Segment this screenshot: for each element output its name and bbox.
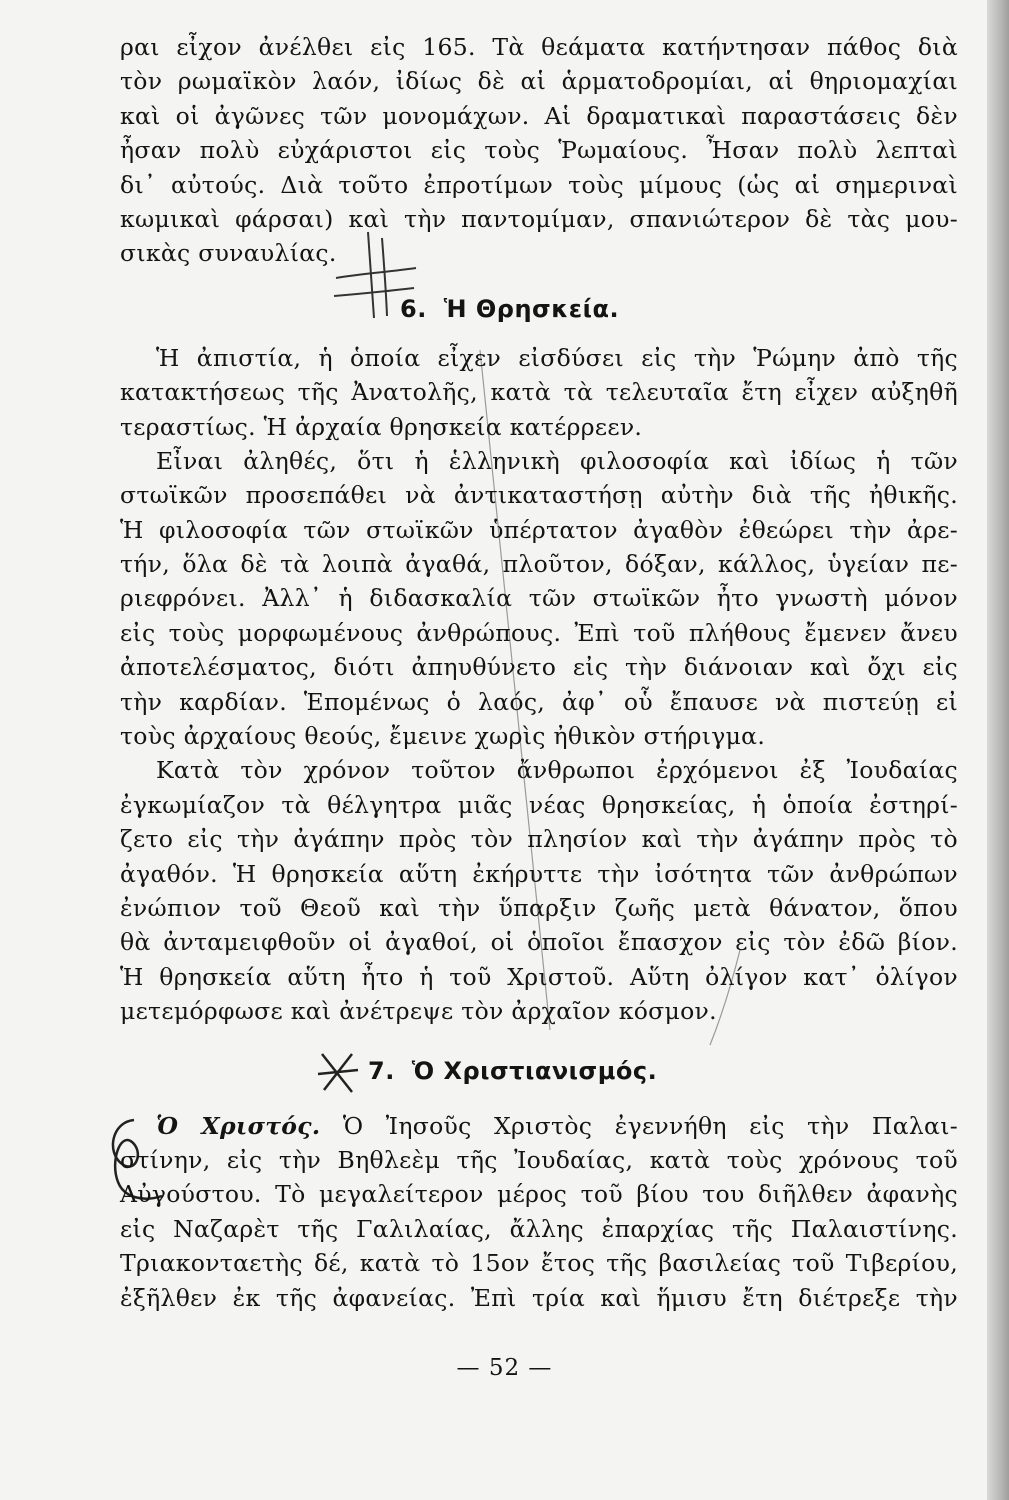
text-line: κατακτήσεως τῆς Ἀνατολῆς, κατὰ τὰ τελευταῖα ἔτη εἶχεν αὐξηθῆ [120,378,958,407]
text-line: ἦσαν πολὺ εὐχάριστοι εἰς τοὺς Ῥωμαίους. Ἦσαν πολὺ λεπταὶ [120,136,958,165]
paragraph-first-line-rest: Ὁ Ἰησοῦς Χριστὸς ἐγεννήθη εἰς τὴν Παλαι- [342,1111,958,1140]
section-heading-religion [120,281,958,337]
text-line: τὴν καρδίαν. Ἑπομένως ὁ λαός, ἀφ᾽ οὗ ἔπαυσε νὰ πιστεύῃ εἰ [120,687,958,716]
text-line: εἰς τοὺς μορφωμένους ἀνθρώπους. Ἐπὶ τοῦ πλήθους ἔμενεν ἄνευ [120,618,958,647]
paragraph-stoics [120,444,958,754]
text-line: τήν, ὅλα δὲ τὰ λοιπὰ ἀγαθά, πλοῦτον, δόξαν, κάλλος, ὑγείαν πε- [120,550,958,579]
text-line: ζετο εἰς τὴν ἀγάπην πρὸς τὸν πλησίον καὶ τὴν ἀγάπην πρὸς τὸ [120,825,958,854]
text-line: Εἶναι ἀληθές, ὅτι ἡ ἑλληνικὴ φιλοσοφία καὶ ἰδίως ἡ τῶν [156,446,958,475]
text-line: Κατὰ τὸν χρόνον τοῦτον ἄνθρωποι ἐρχόμενοι ἐξ Ἰουδαίας [156,756,958,785]
section-number: 7. [368,1056,395,1085]
text-line: καὶ οἱ ἀγῶνες τῶν μονομάχων. Αἱ δραματικαὶ παραστάσεις δὲν [120,101,958,130]
text-line: μετεμόρφωσε καὶ ἀνέτρεψε τὸν ἀρχαῖον κόσμον. [120,997,717,1026]
text-line: στίνην, εἰς τὴν Βηθλεὲμ τῆς Ἰουδαίας, κατὰ τοὺς χρόνους τοῦ [120,1145,958,1174]
page-number: — 52 — [456,1355,553,1381]
section-heading-christianity [120,1043,958,1099]
text-line: ἐνώπιον τοῦ Θεοῦ καὶ τὴν ὕπαρξιν ζωῆς μετὰ θάνατον, ὅπου [120,893,958,922]
text-line: Ἡ θρησκεία αὕτη ἦτο ἡ τοῦ Χριστοῦ. Αὕτη ὀλίγον κατ᾽ ὀλίγον [120,962,958,991]
section-title: Ὁ Χριστιανισμός. [411,1056,658,1085]
text-line: ἀγαθόν. Ἡ θρησκεία αὕτη ἐκήρυττε τὴν ἰσότητα τῶν ἀνθρώπων [120,859,958,888]
text-line: ριεφρόνει. Ἀλλ᾽ ἡ διδασκαλία τῶν στωϊκῶν ἦτο γνωστὴ μόνον [120,584,958,613]
text-line: στωϊκῶν προσεπάθει νὰ ἀντικαταστήσῃ αὐτὴν διὰ τῆς ἠθικῆς. [120,481,958,510]
text-line: θὰ ἀνταμειφθοῦν οἱ ἀγαθοί, οἱ ὁποῖοι ἔπασχον εἰς τὸν ἐδῶ βίον. [120,928,958,957]
paragraph-christ [120,1109,958,1315]
text-line: Τριακονταετὴς δέ, κατὰ τὸ 15ον ἔτος τῆς βασιλείας τοῦ Τιβερίου, [120,1249,958,1278]
text-line: εἰς Ναζαρὲτ τῆς Γαλιλαίας, ἄλλης ἐπαρχίας τῆς Παλαιστίνης. [120,1214,958,1243]
paragraph-new-religion [120,753,958,1028]
text-line: τεραστίως. Ἡ ἀρχαία θρησκεία κατέρρεεν. [120,412,643,441]
text-line: Ἡ φιλοσοφία τῶν στωϊκῶν ὑπέρτατον ἀγαθὸν ἐθεώρει τὴν ἀρε- [120,515,958,544]
text-line [120,1109,958,1143]
text-line: Αὐγούστου. Τὸ μεγαλείτερον μέρος τοῦ βίου του διῆλθεν ἀφανὴς [120,1180,958,1209]
paragraph-lead-words: Ὁ Χριστός. [156,1111,321,1140]
page-body [120,30,958,1315]
section-title: Ἡ Θρησκεία. [443,294,620,323]
text-line: ἀποτελέσματος, διότι ἀπηυθύνετο εἰς τὴν διάνοιαν καὶ ὄχι εἰς [120,653,958,682]
section-number: 6. [400,294,427,323]
text-line: σικὰς συναυλίας. [120,239,337,268]
text-line: ραι εἶχον ἀνέλθει εἰς 165. Τὰ θεάματα κατήντησαν πάθος διὰ [120,33,958,61]
paragraph-spectacles [120,30,958,271]
text-line: κωμικαὶ φάρσαι) καὶ τὴν παντομίμαν, σπανιώτερον δὲ τὰς μου- [120,204,958,233]
paragraph-unbelief [120,341,958,444]
text-line: τὸν ρωμαϊκὸν λαόν, ἰδίως δὲ αἱ ἁρματοδρομίαι, αἱ θηριομαχίαι [120,67,958,96]
text-line: ἐγκωμίαζον τὰ θέλγητρα μιᾶς νέας θρησκείας, ἡ ὁποία ἐστηρί- [120,790,958,819]
text-line: δι᾽ αὐτούς. Διὰ τοῦτο ἐπροτίμων τοὺς μίμους (ὡς αἱ σημεριναὶ [120,170,958,199]
text-line: ἐξῆλθεν ἐκ τῆς ἀφανείας. Ἐπὶ τρία καὶ ἥμισυ ἔτη διέτρεξε τὴν [120,1283,958,1312]
page-edge-shadow [987,0,1009,1500]
text-line: Ἡ ἀπιστία, ἡ ὁποία εἶχεν εἰσδύσει εἰς τὴν Ῥώμην ἀπὸ τῆς [156,343,958,372]
text-line: τοὺς ἀρχαίους θεούς, ἔμεινε χωρὶς ἠθικὸν στήριγμα. [120,722,766,751]
